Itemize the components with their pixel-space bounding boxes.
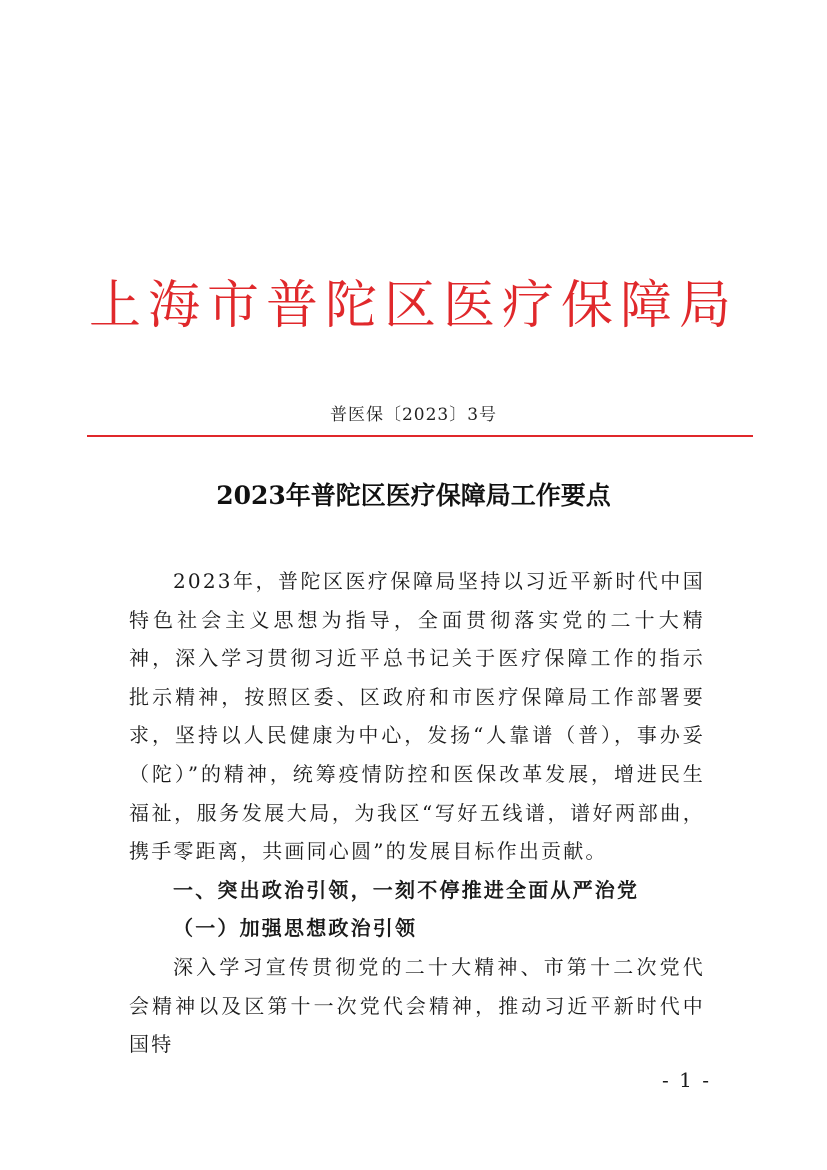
subsection-heading: （一）加强思想政治引领 — [173, 916, 418, 941]
intro-paragraph: 2023年，普陀区医疗保障局坚持以习近平新时代中国特色社会主义思想为指导，全面贯彻落实党的二十大精神，深入学习贯彻习近平总书记关于医疗保障工作的指示批示精神，按照区委、区政府和市医疗保障局工作部署要求，坚持以人民健康为中心，发扬“人靠谱（普），事办妥（陀）”的精神，统筹疫情防控和医保改革发展，增进民生福祉，服务发展大局，为我区“写好五线谱，谱好两部曲，携手零距离，共画同心圆”的发展目标作出贡献。 — [129, 569, 705, 864]
org-header: 上海市普陀区医疗保障局 — [88, 276, 738, 336]
section-heading: 一、突出政治引领，一刻不停推进全面从严治党 — [173, 877, 640, 902]
document-title: 2023年普陀区医疗保障局工作要点 — [216, 481, 611, 510]
document-body — [129, 562, 705, 1064]
doc-number: 普医保〔2023〕3号 — [329, 405, 498, 425]
subsection-paragraph: 深入学习宣传贯彻党的二十大精神、市第十二次党代会精神以及区第十一次党代会精神，推动习近平新时代中国特 — [129, 954, 705, 1057]
red-divider-line — [87, 435, 753, 437]
page-number: - 1 - — [662, 1068, 711, 1092]
